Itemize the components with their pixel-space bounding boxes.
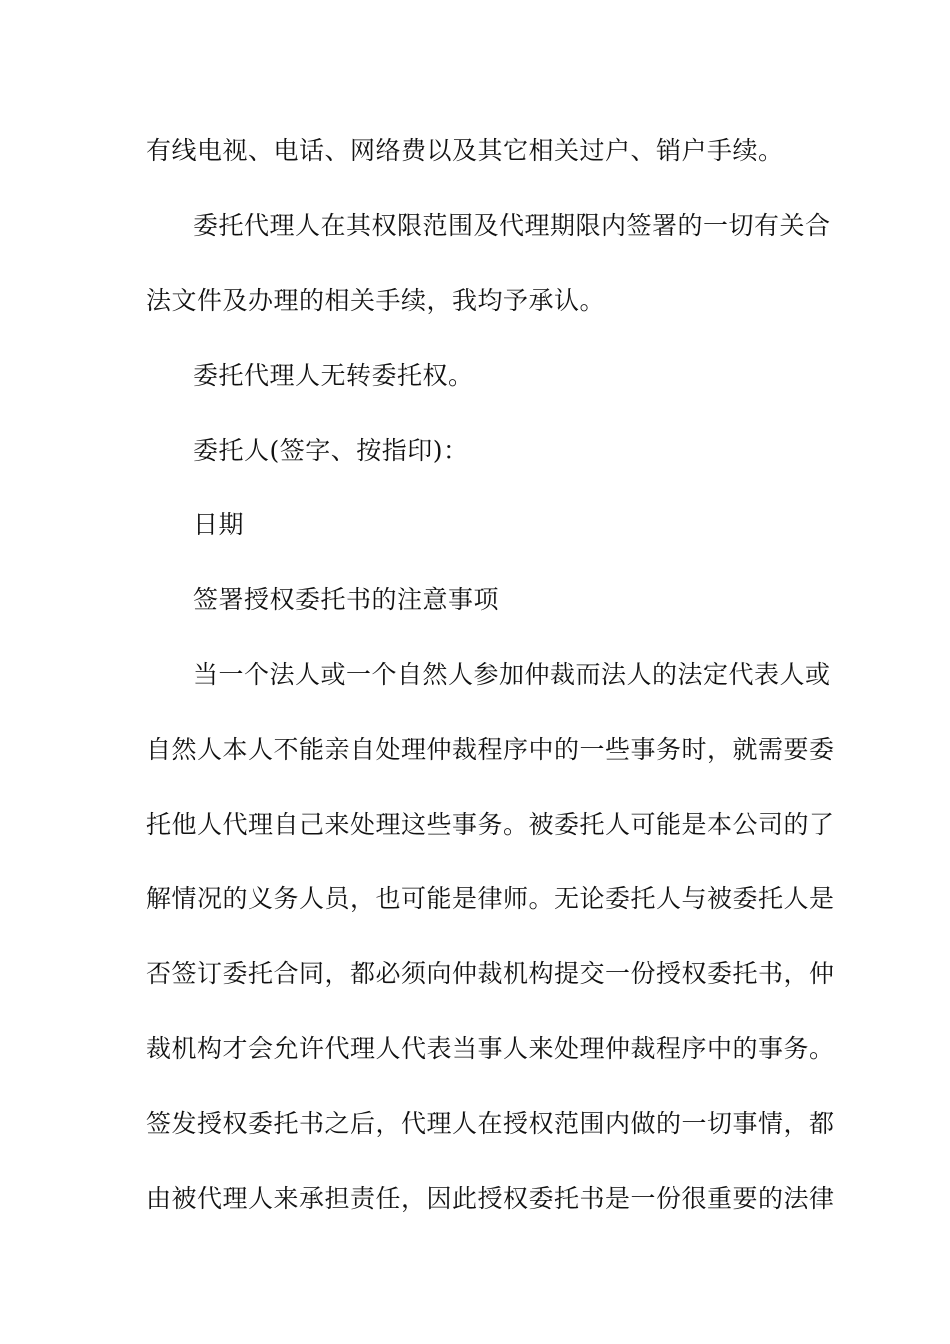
text-line: 委托代理人无转委托权。	[193, 361, 474, 390]
text-line: 否签订委托合同，都必须向仲裁机构提交一份授权委托书，仲	[146, 959, 835, 988]
text-line: 解情况的义务人员，也可能是律师。无论委托人与被委托人是	[146, 884, 835, 913]
section-heading: 签署授权委托书的注意事项	[193, 585, 500, 614]
text-line: 由被代理人来承担责任，因此授权委托书是一份很重要的法律	[146, 1184, 835, 1213]
text-line: 法文件及办理的相关手续，我均予承认。	[146, 286, 606, 315]
text-line: 委托人(签字、按指印)：	[193, 436, 469, 465]
text-line: 有线电视、电话、网络费以及其它相关过户、销户手续。	[146, 136, 784, 165]
text-line: 自然人本人不能亲自处理仲裁程序中的一些事务时，就需要委	[146, 735, 835, 764]
text-line: 签发授权委托书之后，代理人在授权范围内做的一切事情，都	[146, 1109, 835, 1138]
text-line: 日期	[193, 510, 245, 539]
text-line: 当一个法人或一个自然人参加仲裁而法人的法定代表人或	[193, 660, 831, 689]
text-line: 托他人代理自己来处理这些事务。被委托人可能是本公司的了	[146, 810, 835, 839]
text-line: 裁机构才会允许代理人代表当事人来处理仲裁程序中的事务。	[146, 1034, 835, 1063]
text-line: 委托代理人在其权限范围及代理期限内签署的一切有关合	[193, 211, 831, 240]
